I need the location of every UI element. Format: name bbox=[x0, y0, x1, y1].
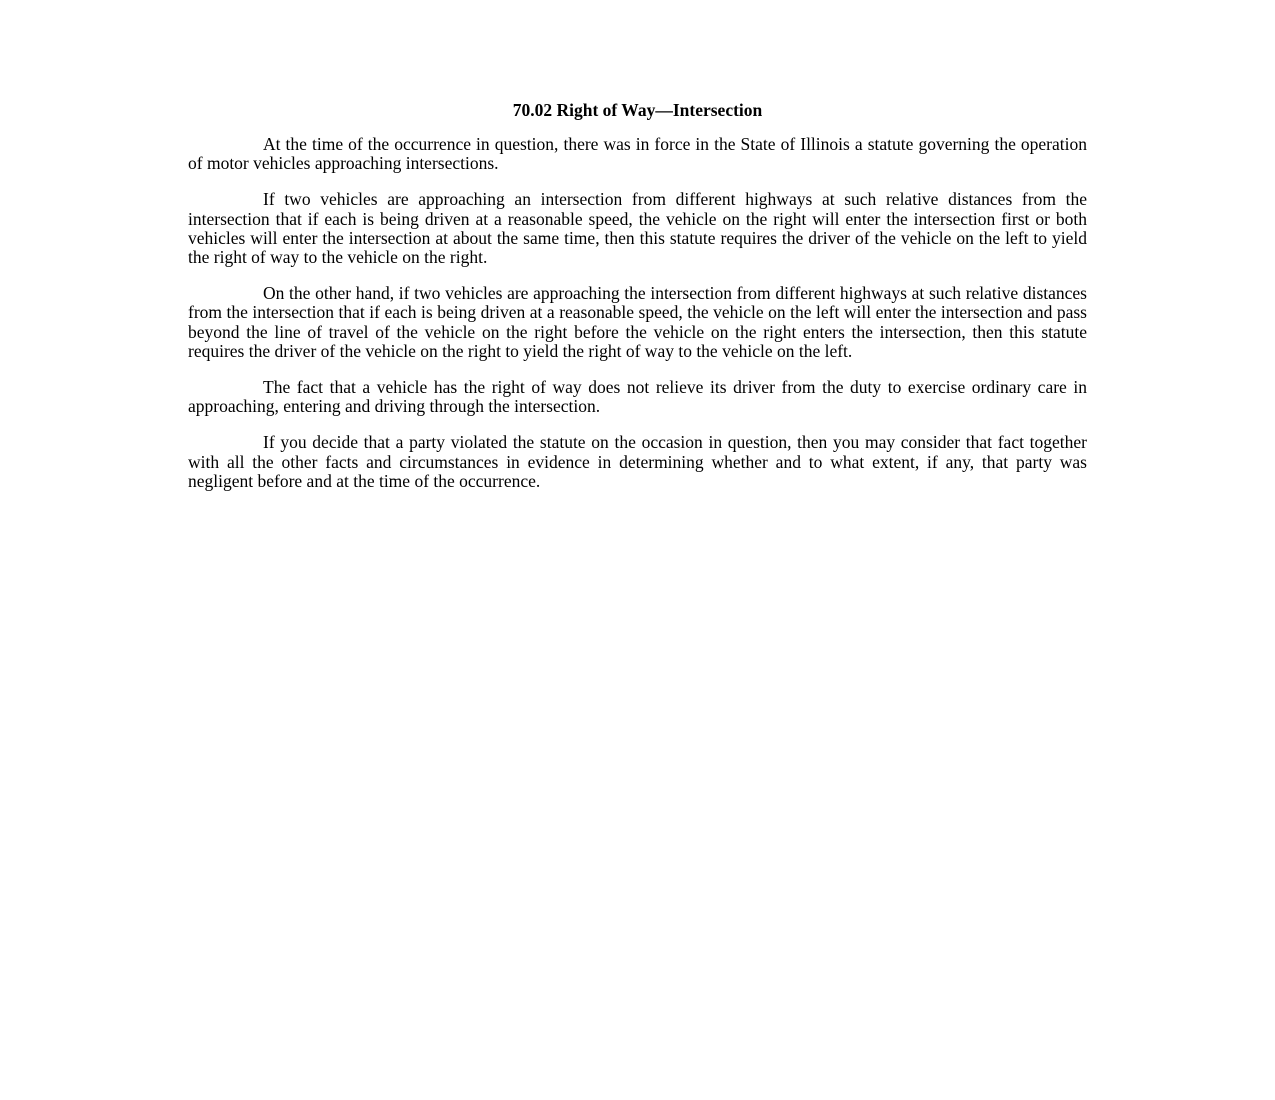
paragraph-statute-in-force: At the time of the occurrence in question, there was in force in the State of Illinois a statute governing the operation of motor vehicles approaching intersections. bbox=[188, 134, 1087, 174]
document-title: 70.02 Right of Way—Intersection bbox=[512, 100, 763, 120]
paragraph-ordinary-care: The fact that a vehicle has the right of way does not relieve its driver from the duty to exercise ordinary care in approaching, entering and driving through the intersection. bbox=[188, 377, 1087, 417]
paragraph-vehicle-on-right: If two vehicles are approaching an intersection from different highways at such relative distances from the intersection that if each is being driven at a reasonable speed, the vehicle on the right will enter the intersection first or both vehicles will enter the intersection at about the same time, then this statute requires the driver of the vehicle on the left to yield the right of way to the vehicle on the right. bbox=[188, 189, 1087, 268]
paragraph-negligence: If you decide that a party violated the statute on the occasion in question, then you may consider that fact together with all the other facts and circumstances in evidence in determining whether and to what extent, if any, that party was negligent before and at the time of the occurrence. bbox=[188, 432, 1087, 491]
paragraph-vehicle-on-left: On the other hand, if two vehicles are approaching the intersection from different highways at such relative distances from the intersection that if each is being driven at a reasonable speed, the vehicle on the left will enter the intersection and pass beyond the line of travel of the vehicle on the right before the vehicle on the right enters the intersection, then this statute requires the driver of the vehicle on the right to yield the right of way to the vehicle on the left. bbox=[188, 283, 1087, 361]
document-body bbox=[188, 99, 1087, 508]
